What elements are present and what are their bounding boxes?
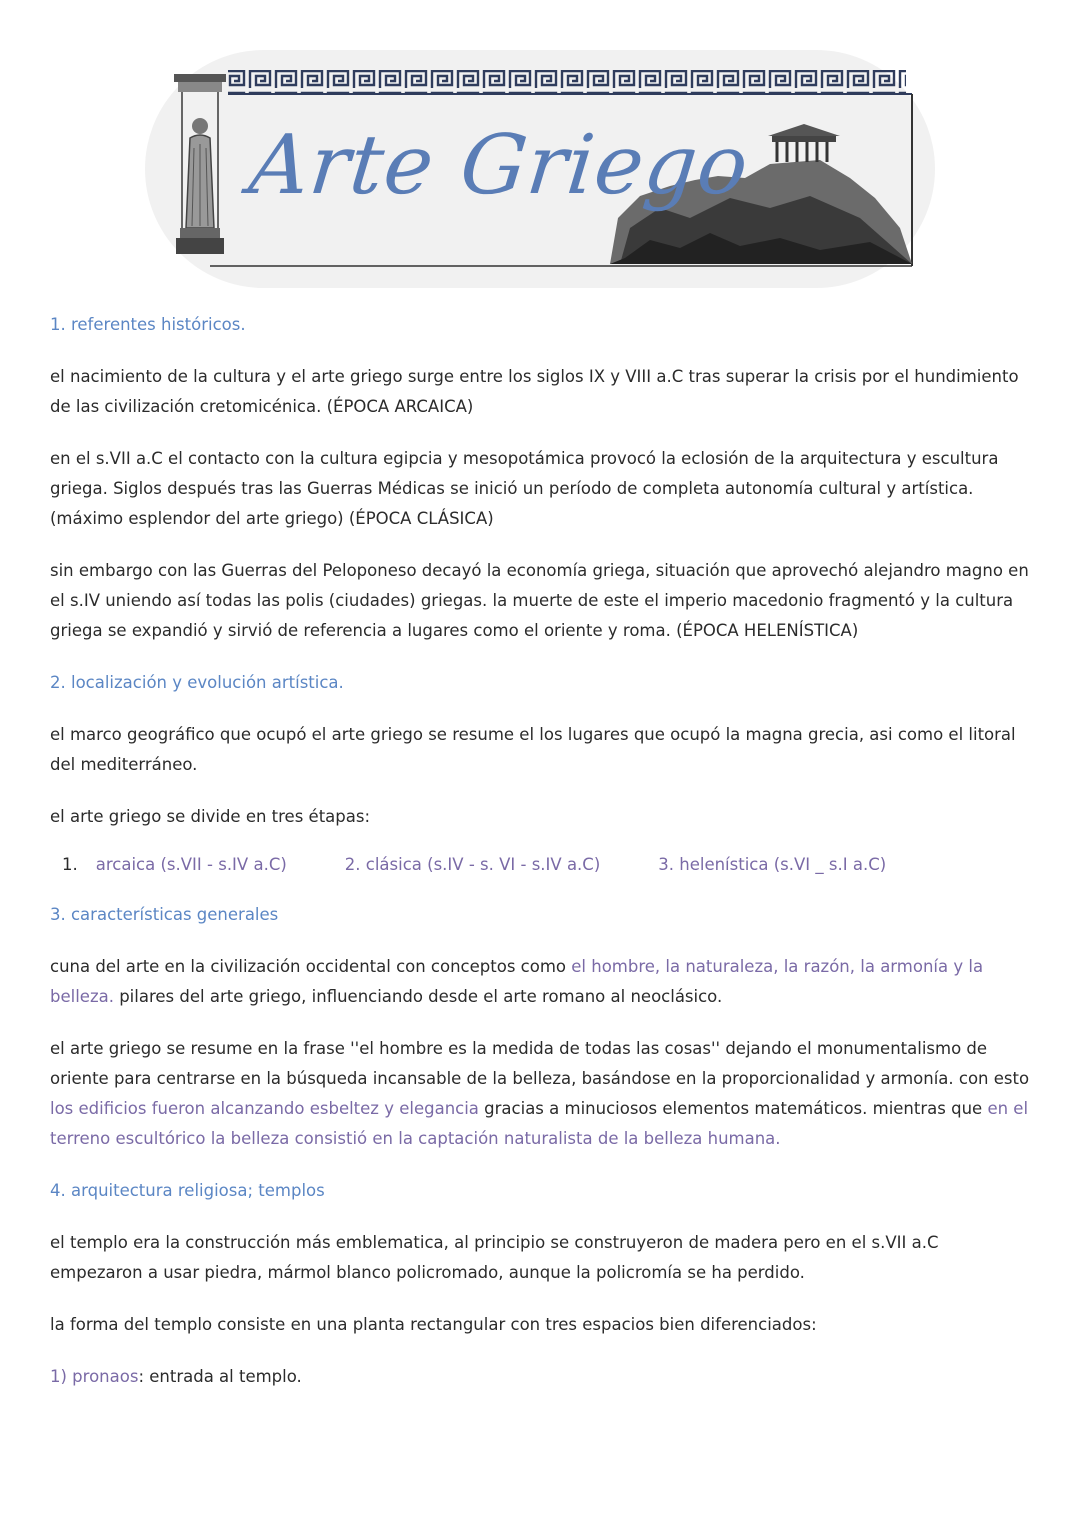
greek-key-border <box>228 70 906 94</box>
paragraph: el nacimiento de la cultura y el arte griego surge entre los siglos IX y VIII a.C tras superar la crisis por el hundimiento de las civilización cretomicénica. (ÉPOCA ARCAICA) <box>50 367 1019 416</box>
highlight-text: los edificios fueron alcanzando esbeltez y elegancia <box>50 1099 479 1118</box>
highlight-text: el hombre, la naturaleza, la razón, la armonía y la belleza. <box>50 957 984 1006</box>
term-label: 1) pronaos <box>50 1367 139 1386</box>
text-run: pilares del arte griego, influenciando desde el arte romano al neoclásico. <box>113 987 723 1006</box>
paragraph: sin embargo con las Guerras del Peloponeso decayó la economía griega, situación que aprovechó alejandro magno en el s.IV uniendo así todas las polis (ciudades) griegas. la muerte de este el imperio macedonio fragmentó y la cultura griega se expandió y sirvió de referencia a lugares como el oriente y roma. (ÉPOCA HELENÍSTICA) <box>50 561 1029 640</box>
paragraph: la forma del templo consiste en una planta rectangular con tres espacios bien diferenciados: <box>50 1315 817 1334</box>
document-body <box>50 310 1035 1414</box>
stage-item-clasica: 2. clásica (s.IV - s. VI - s.IV a.C) <box>344 855 601 874</box>
highlight-text: en el terreno escultórico la belleza consistió en la captación naturalista de la belleza humana. <box>50 1099 1029 1148</box>
section-heading-4: 4. arquitectura religiosa; templos <box>50 1181 325 1200</box>
stage-item-helenistica: 3. helenística (s.VI _ s.I a.C) <box>658 855 887 874</box>
paragraph: en el s.VII a.C el contacto con la cultura egipcia y mesopotámica provocó la eclosión de la arquitectura y escultura griega. Siglos después tras las Guerras Médicas se inició un período de completa autonomía cultural y artística. (máximo esplendor del arte griego) (ÉPOCA CLÁSICA) <box>50 449 999 528</box>
stage-number: 1. <box>62 855 78 874</box>
text-run: cuna del arte en la civilización occidental con conceptos como <box>50 957 572 976</box>
section-heading-1: 1. referentes históricos. <box>50 315 246 334</box>
text-run: gracias a minuciosos elementos matemáticos. mientras que <box>478 1099 988 1118</box>
paragraph <box>50 952 1035 1012</box>
section-heading-2: 2. localización y evolución artística. <box>50 673 344 692</box>
paragraph: el arte griego se divide en tres étapas: <box>50 807 371 826</box>
paragraph <box>50 1034 1035 1154</box>
text-run: el arte griego se resume en la frase ''el hombre es la medida de todas las cosas'' dejando el monumentalismo de oriente para centrarse en la búsqueda incansable de la belleza, basándose en la proporcionalidad y armonía. con esto <box>50 1039 1030 1088</box>
list-item <box>50 1362 1035 1392</box>
banner-title: Arte Griego <box>245 118 754 213</box>
caryatid-icon <box>174 74 226 254</box>
term-definition: : entrada al templo. <box>138 1367 302 1386</box>
stages-list <box>62 850 1035 880</box>
section-heading-3: 3. características generales <box>50 905 279 924</box>
stage-item-arcaica: arcaica (s.VII - s.IV a.C) <box>95 855 287 874</box>
paragraph: el marco geográfico que ocupó el arte griego se resume el los lugares que ocupó la magna grecia, asi como el litoral del mediterráneo. <box>50 725 1016 774</box>
paragraph: el templo era la construcción más emblematica, al principio se construyeron de madera pero en el s.VII a.C empezaron a usar piedra, mármol blanco policromado, aunque la policromía se ha perdido. <box>50 1233 939 1282</box>
